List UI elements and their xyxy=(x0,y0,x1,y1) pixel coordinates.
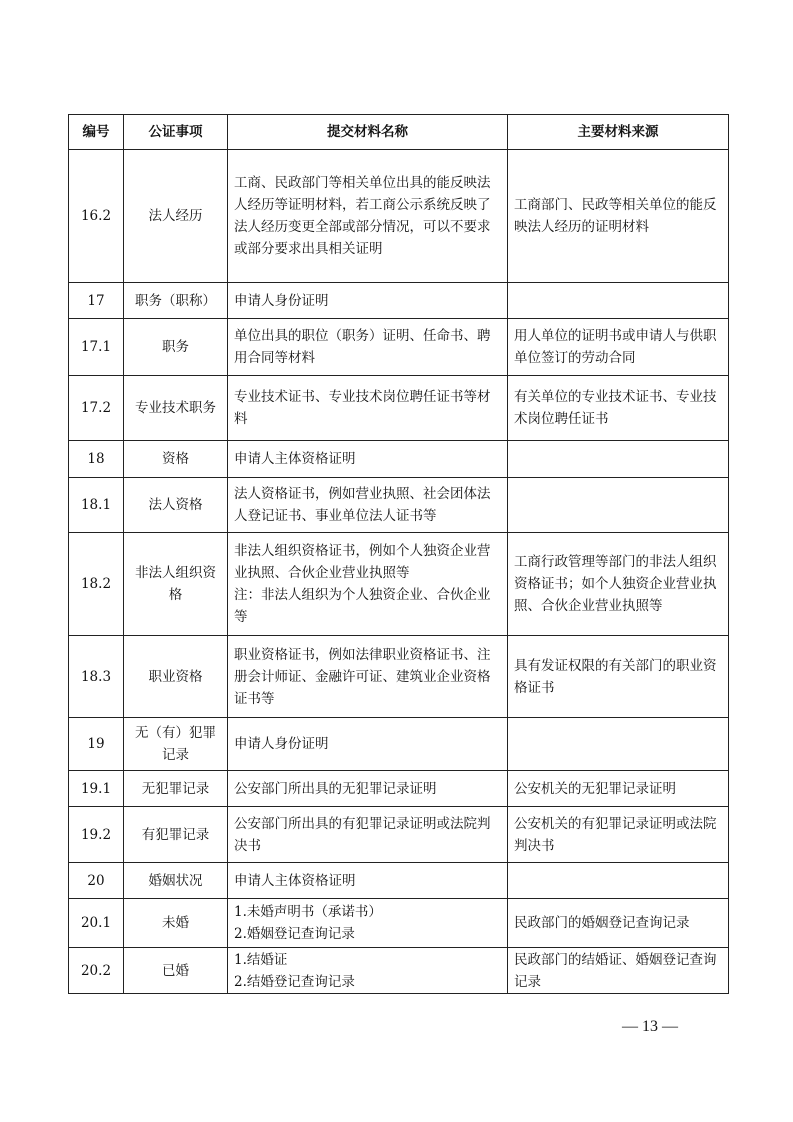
row-number: 17.2 xyxy=(69,376,124,441)
table-row xyxy=(69,718,729,771)
row-materials: 专业技术证书、专业技术岗位聘任证书等材料 xyxy=(228,376,508,441)
row-materials: 申请人身份证明 xyxy=(228,283,508,319)
row-number: 20.1 xyxy=(69,899,124,948)
row-number: 18 xyxy=(69,441,124,478)
row-item: 职业资格 xyxy=(124,636,228,718)
row-materials: 公安部门所出具的有犯罪记录证明或法院判决书 xyxy=(228,807,508,863)
header-notary-item: 公证事项 xyxy=(124,115,228,150)
row-source xyxy=(508,718,729,771)
row-item: 法人资格 xyxy=(124,478,228,533)
row-materials: 1.结婚证 2.结婚登记查询记录 xyxy=(228,948,508,994)
row-materials: 申请人主体资格证明 xyxy=(228,863,508,899)
row-source: 民政部门的结婚证、婚姻登记查询记录 xyxy=(508,948,729,994)
row-item: 有犯罪记录 xyxy=(124,807,228,863)
row-materials: 申请人主体资格证明 xyxy=(228,441,508,478)
row-item: 职务（职称） xyxy=(124,283,228,319)
row-source xyxy=(508,283,729,319)
row-source: 具有发证权限的有关部门的职业资格证书 xyxy=(508,636,729,718)
row-number: 18.1 xyxy=(69,478,124,533)
table-row xyxy=(69,807,729,863)
row-materials: 单位出具的职位（职务）证明、任命书、聘用合同等材料 xyxy=(228,319,508,376)
row-item: 法人经历 xyxy=(124,150,228,283)
row-item: 资格 xyxy=(124,441,228,478)
row-source: 公安机关的无犯罪记录证明 xyxy=(508,771,729,807)
table-row xyxy=(69,150,729,283)
row-materials: 申请人身份证明 xyxy=(228,718,508,771)
row-number: 17 xyxy=(69,283,124,319)
row-item: 未婚 xyxy=(124,899,228,948)
row-source xyxy=(508,863,729,899)
row-source: 用人单位的证明书或申请人与供职单位签订的劳动合同 xyxy=(508,319,729,376)
header-number: 编号 xyxy=(69,115,124,150)
row-number: 19.1 xyxy=(69,771,124,807)
table-row xyxy=(69,319,729,376)
table-row xyxy=(69,441,729,478)
row-source xyxy=(508,441,729,478)
row-materials: 公安部门所出具的无犯罪记录证明 xyxy=(228,771,508,807)
table-row xyxy=(69,863,729,899)
row-number: 17.1 xyxy=(69,319,124,376)
header-materials: 提交材料名称 xyxy=(228,115,508,150)
row-materials: 职业资格证书，例如法律职业资格证书、注册会计师证、金融许可证、建筑业企业资格证书等 xyxy=(228,636,508,718)
row-number: 20 xyxy=(69,863,124,899)
table-row xyxy=(69,376,729,441)
table-row xyxy=(69,636,729,718)
row-item: 已婚 xyxy=(124,948,228,994)
row-number: 19 xyxy=(69,718,124,771)
row-source: 民政部门的婚姻登记查询记录 xyxy=(508,899,729,948)
row-materials: 工商、民政部门等相关单位出具的能反映法人经历等证明材料，若工商公示系统反映了法人经历变更全部或部分情况，可以不要求或部分要求出具相关证明 xyxy=(228,150,508,283)
row-materials: 1.未婚声明书（承诺书） 2.婚姻登记查询记录 xyxy=(228,899,508,948)
row-source: 有关单位的专业技术证书、专业技术岗位聘任证书 xyxy=(508,376,729,441)
row-item: 职务 xyxy=(124,319,228,376)
row-item: 非法人组织资格 xyxy=(124,533,228,636)
table-row xyxy=(69,283,729,319)
table-header-row xyxy=(69,115,729,150)
table-row xyxy=(69,533,729,636)
row-source xyxy=(508,478,729,533)
table-row xyxy=(69,948,729,994)
table-row xyxy=(69,478,729,533)
row-source: 工商部门、民政等相关单位的能反映法人经历的证明材料 xyxy=(508,150,729,283)
row-item: 无（有）犯罪记录 xyxy=(124,718,228,771)
table-row xyxy=(69,899,729,948)
row-source: 公安机关的有犯罪记录证明或法院判决书 xyxy=(508,807,729,863)
row-item: 专业技术职务 xyxy=(124,376,228,441)
row-source: 工商行政管理等部门的非法人组织资格证书；如个人独资企业营业执照、合伙企业营业执照等 xyxy=(508,533,729,636)
page-number: — 13 — xyxy=(622,1018,678,1035)
row-item: 婚姻状况 xyxy=(124,863,228,899)
header-source: 主要材料来源 xyxy=(508,115,729,150)
row-number: 20.2 xyxy=(69,948,124,994)
row-number: 18.3 xyxy=(69,636,124,718)
row-number: 16.2 xyxy=(69,150,124,283)
row-materials: 非法人组织资格证书，例如个人独资企业营业执照、合伙企业营业执照等 注：非法人组织为个人独资企业、合伙企业等 xyxy=(228,533,508,636)
materials-table xyxy=(68,114,729,994)
table-row xyxy=(69,771,729,807)
row-number: 18.2 xyxy=(69,533,124,636)
row-number: 19.2 xyxy=(69,807,124,863)
row-materials: 法人资格证书，例如营业执照、社会团体法人登记证书、事业单位法人证书等 xyxy=(228,478,508,533)
row-item: 无犯罪记录 xyxy=(124,771,228,807)
